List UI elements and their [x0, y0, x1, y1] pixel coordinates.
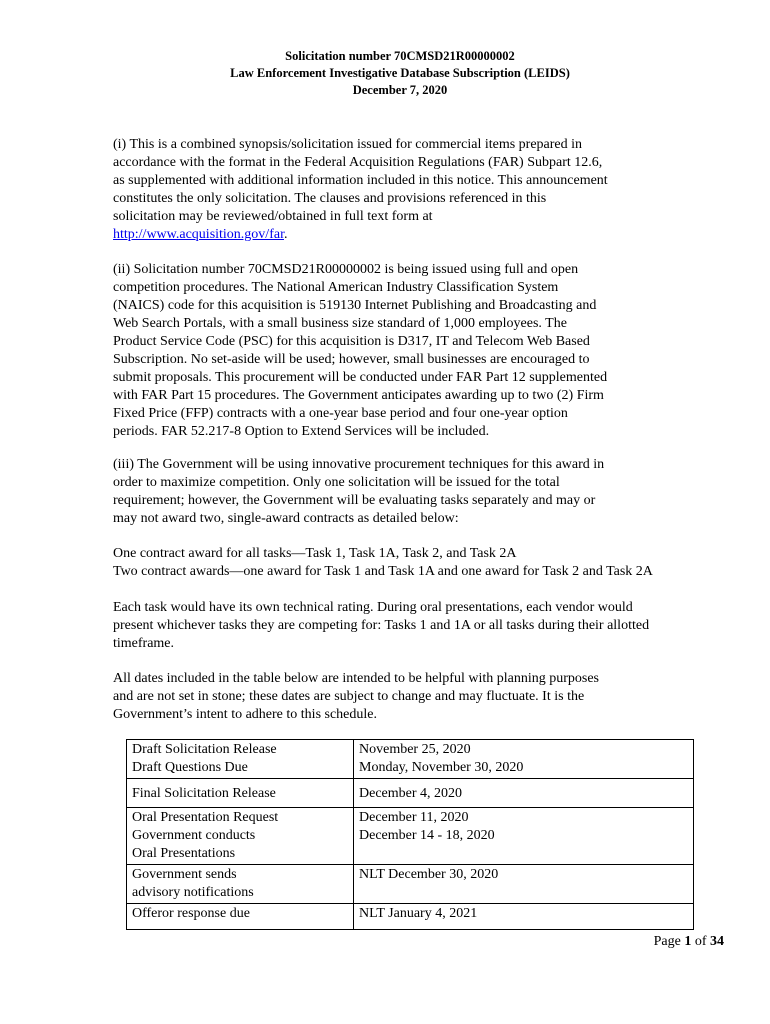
table-cell	[127, 865, 354, 904]
milestone-label: Draft Questions Due	[132, 760, 248, 775]
table-cell	[354, 740, 694, 779]
award-options	[113, 545, 713, 581]
milestone-date: NLT January 4, 2021	[359, 906, 478, 921]
paragraph-line: competition procedures. The National American Industry Classification System	[113, 280, 559, 295]
milestone-label: Oral Presentation Request	[132, 810, 279, 825]
table-cell	[354, 904, 694, 930]
milestone-label: Offeror response due	[132, 906, 250, 921]
of-word: of	[691, 934, 710, 949]
paragraph-technical-rating	[113, 599, 713, 653]
page-number: 1	[684, 934, 692, 949]
award-option-two: Two contract awards—one award for Task 1 and Task 1A and one award for Task 2 and Task 2A	[113, 564, 653, 579]
milestone-date: November 25, 2020	[359, 742, 471, 757]
paragraph-line: present whichever tasks they are competing for: Tasks 1 and 1A or all tasks during their allotted	[113, 618, 650, 633]
paragraph-line: and are not set in stone; these dates are subject to change and may fluctuate. It is the	[113, 689, 585, 704]
milestone-date: December 11, 2020	[359, 810, 469, 825]
solicitation-title-heading: Law Enforcement Investigative Database Subscription (LEIDS)	[230, 66, 570, 80]
paragraph-i	[113, 136, 713, 244]
table-cell	[354, 865, 694, 904]
milestone-label: advisory notifications	[132, 885, 254, 900]
paragraph-line: (NAICS) code for this acquisition is 519130 Internet Publishing and Broadcasting and	[113, 298, 597, 313]
paragraph-line: order to maximize competition. Only one solicitation will be issued for the total	[113, 475, 560, 490]
milestone-date: NLT December 30, 2020	[359, 867, 499, 882]
paragraph-line: submit proposals. This procurement will be conducted under FAR Part 12 supplemented	[113, 370, 608, 385]
table-row	[127, 779, 694, 808]
table-row	[127, 865, 694, 904]
milestone-date: December 4, 2020	[359, 786, 463, 801]
paragraph-line: Government’s intent to adhere to this schedule.	[113, 707, 377, 722]
table-cell	[354, 808, 694, 865]
schedule-table	[126, 739, 694, 930]
paragraph-dates	[113, 670, 713, 724]
paragraph-line: Fixed Price (FFP) contracts with a one-year base period and four one-year option	[113, 406, 568, 421]
paragraph-line: Product Service Code (PSC) for this acquisition is D317, IT and Telecom Web Based	[113, 334, 590, 349]
table-row	[127, 904, 694, 930]
page-total: 34	[710, 934, 724, 949]
paragraph-line: timeframe.	[113, 636, 175, 651]
milestone-date: Monday, November 30, 2020	[359, 760, 524, 775]
paragraph-line	[113, 226, 713, 244]
paragraph-line: All dates included in the table below are intended to be helpful with planning purposes	[113, 671, 599, 686]
milestone-label: Government sends	[132, 867, 237, 882]
paragraph-line: (iii) The Government will be using innovative procurement techniques for this award in	[113, 457, 605, 472]
document-header	[0, 48, 770, 99]
paragraph-line: periods. FAR 52.217-8 Option to Extend Services will be included.	[113, 424, 490, 439]
paragraph-line: constitutes the only solicitation. The clauses and provisions referenced in this	[113, 191, 547, 206]
table-cell	[127, 779, 354, 808]
award-option-one: One contract award for all tasks—Task 1, Task 1A, Task 2, and Task 2A	[113, 546, 517, 561]
table-cell	[127, 740, 354, 779]
paragraph-iii	[113, 456, 713, 528]
link-period: .	[283, 227, 288, 242]
paragraph-line: accordance with the format in the Federal Acquisition Regulations (FAR) Subpart 12.6,	[113, 155, 603, 170]
table-cell	[127, 808, 354, 865]
paragraph-line: (i) This is a combined synopsis/solicitation issued for commercial items prepared in	[113, 137, 583, 152]
solicitation-number-heading: Solicitation number 70CMSD21R00000002	[285, 49, 515, 63]
milestone-date: December 14 - 18, 2020	[359, 828, 495, 843]
table-cell	[127, 904, 354, 930]
paragraph-line: solicitation may be reviewed/obtained in full text form at	[113, 209, 433, 224]
paragraph-line: Each task would have its own technical rating. During oral presentations, each vendor would	[113, 600, 633, 615]
paragraph-line: requirement; however, the Government will be evaluating tasks separately and may or	[113, 493, 596, 508]
page-footer	[654, 934, 724, 950]
far-link[interactable]: http://www.acquisition.gov/far	[113, 227, 284, 242]
milestone-label: Government conducts	[132, 828, 256, 843]
table-cell	[354, 779, 694, 808]
paragraph-line: as supplemented with additional information included in this notice. This announcement	[113, 173, 608, 188]
paragraph-ii	[113, 261, 713, 441]
table-row	[127, 808, 694, 865]
paragraph-line: may not award two, single-award contracts as detailed below:	[113, 511, 459, 526]
solicitation-date-heading: December 7, 2020	[352, 83, 448, 97]
page-word: Page	[653, 934, 685, 949]
milestone-label: Oral Presentations	[132, 846, 236, 861]
milestone-label: Final Solicitation Release	[132, 786, 276, 801]
paragraph-line: with FAR Part 15 procedures. The Government anticipates awarding up to two (2) Firm	[113, 388, 604, 403]
paragraph-line: (ii) Solicitation number 70CMSD21R00000002 is being issued using full and open	[113, 262, 579, 277]
paragraph-line: Web Search Portals, with a small business size standard of 1,000 employees. The	[113, 316, 567, 331]
milestone-label: Draft Solicitation Release	[132, 742, 277, 757]
paragraph-line: Subscription. No set-aside will be used; however, small businesses are encouraged to	[113, 352, 590, 367]
table-row	[127, 740, 694, 779]
